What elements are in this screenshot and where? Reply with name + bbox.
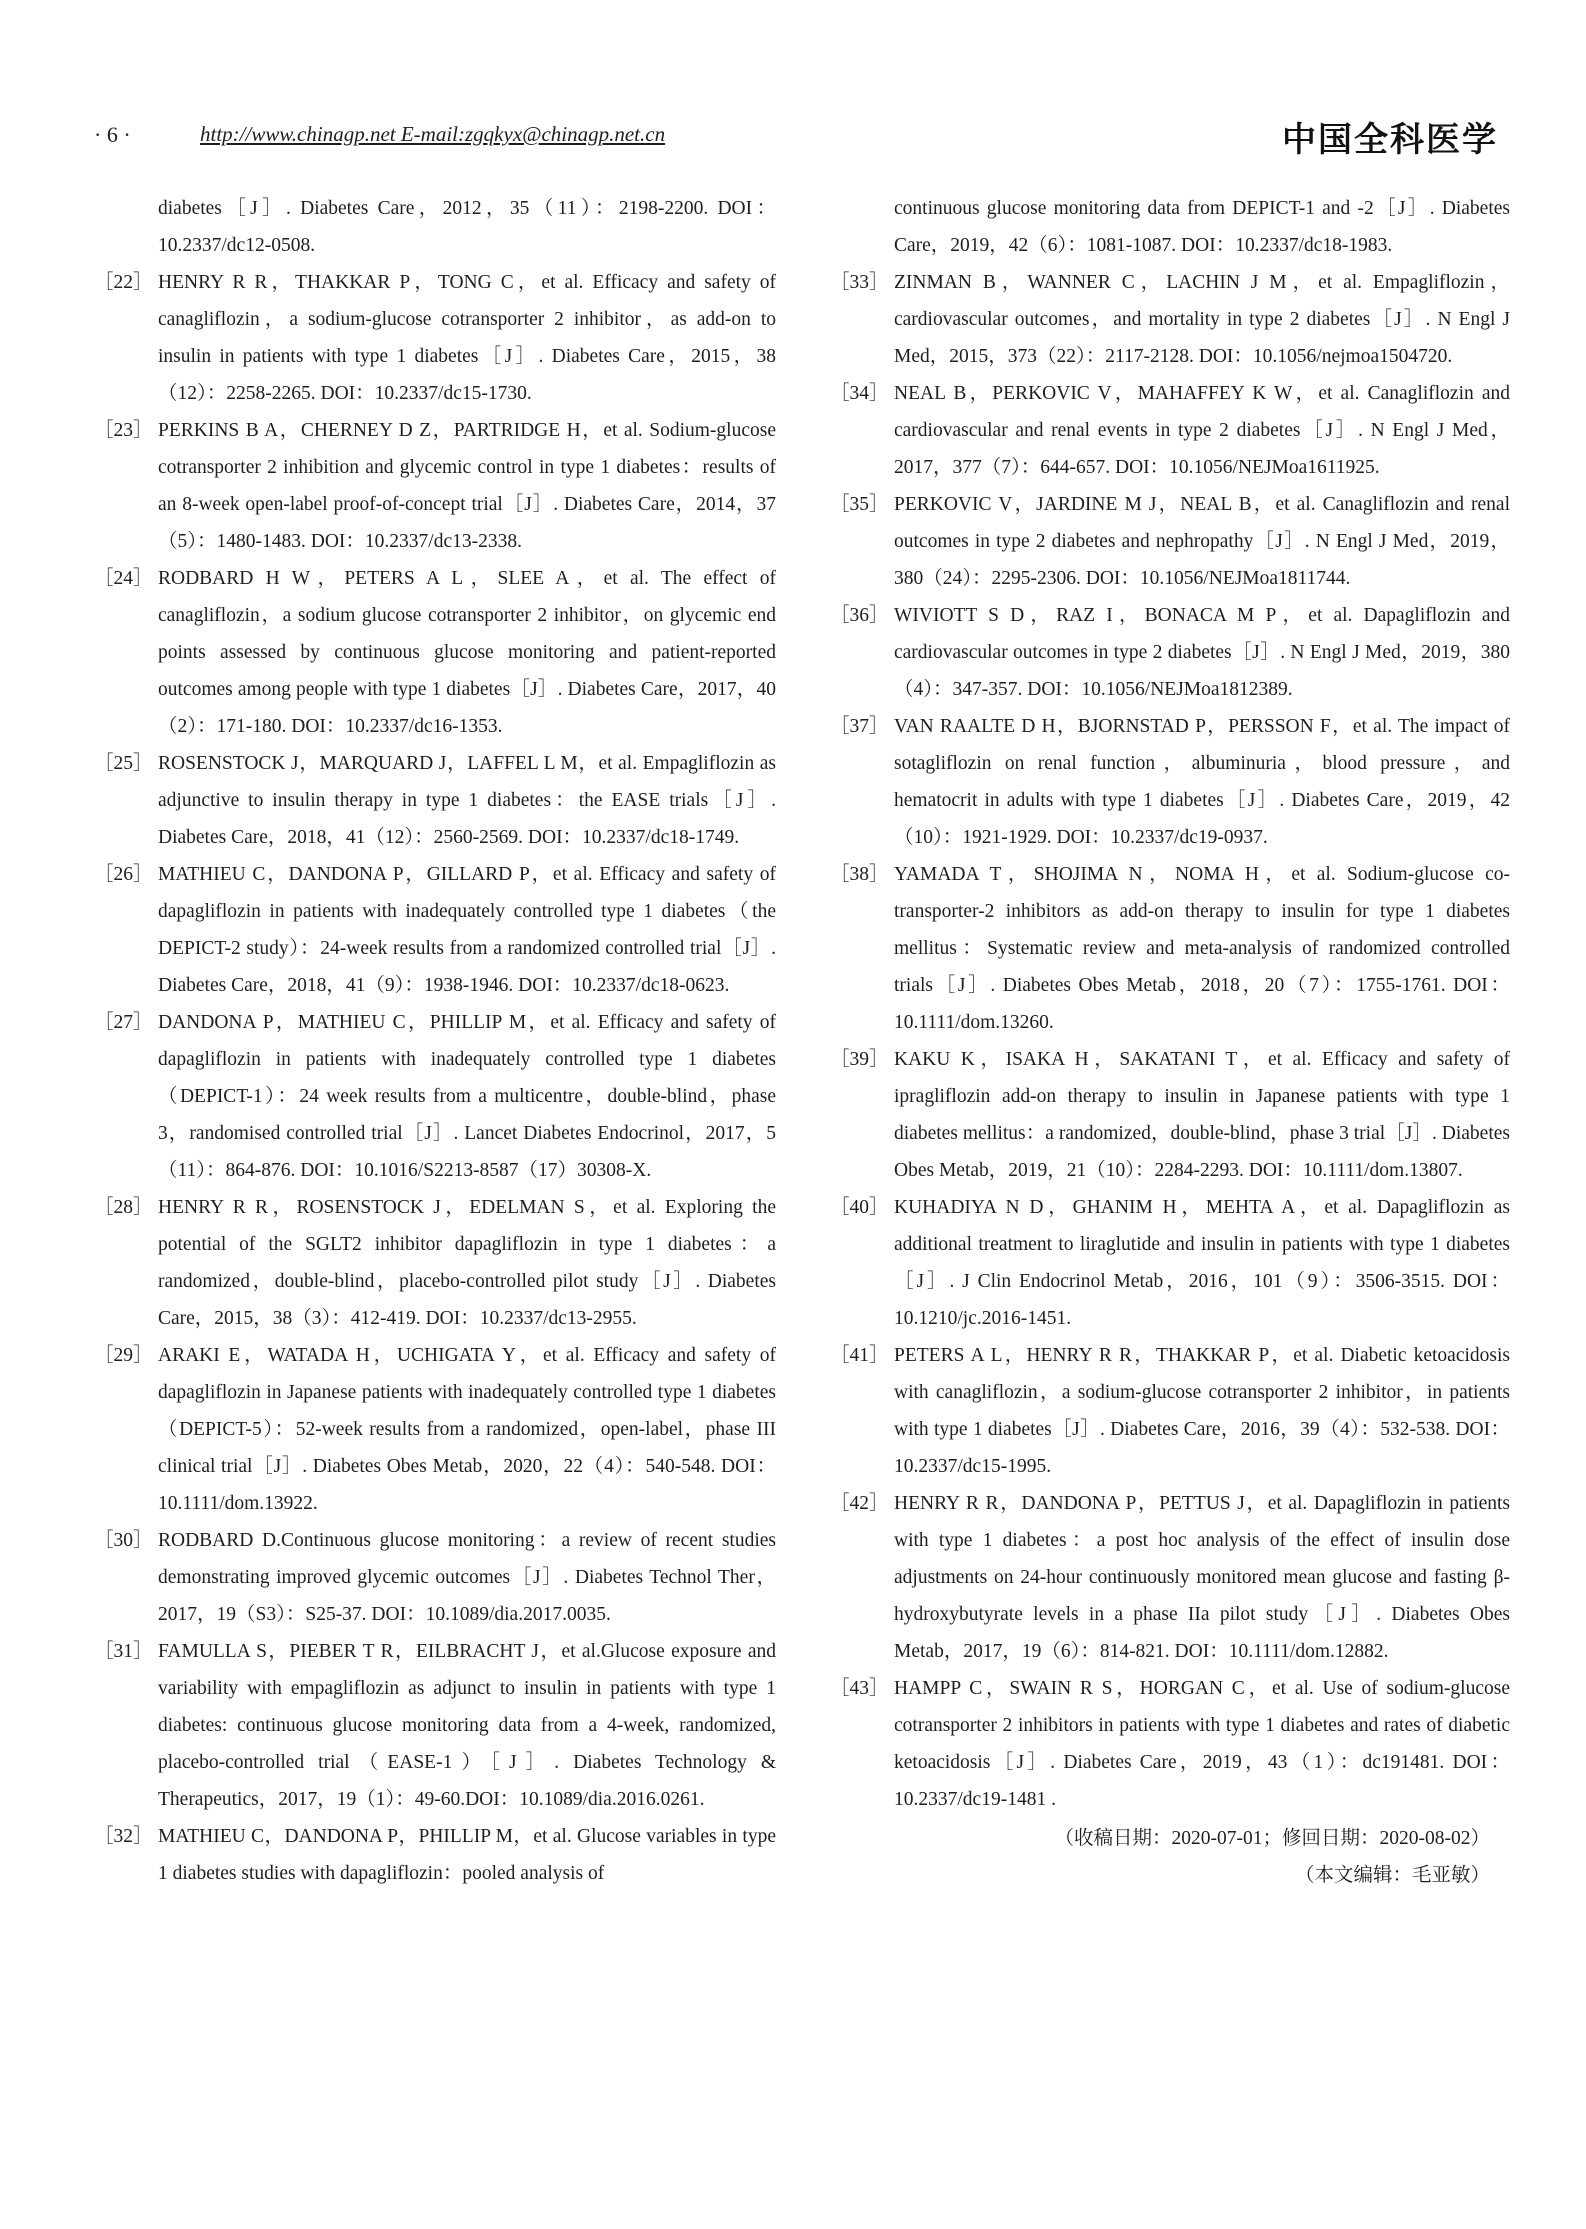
- reference-item: [94, 1337, 776, 1522]
- reference-number: ［31］: [94, 1641, 153, 1662]
- left-column: [94, 190, 776, 1892]
- reference-item: [94, 264, 776, 412]
- reference-text: YAMADA T，SHOJIMA N，NOMA H，et al. Sodium-glucose co-transporter-2 inhibitors as add-on therapy to insulin for type 1 diabetes mellitus：Systematic review and meta-analysis of randomized controlled trials［J］. Diabetes Obes Metab，2018，20（7）：1755-1761. DOI：10.1111/dom.13260.: [894, 864, 1510, 1033]
- reference-text: HAMPP C，SWAIN R S，HORGAN C，et al. Use of sodium-glucose cotransporter 2 inhibitors in patients with type 1 diabetes and rates of diabetic ketoacidosis［J］. Diabetes Care，2019，43（1）：dc191481. DOI：10.2337/dc19-1481 .: [894, 1678, 1510, 1810]
- reference-text: RODBARD H W，PETERS A L，SLEE A，et al. The effect of canagliflozin，a sodium glucose cotransporter 2 inhibitor，on glycemic end points assessed by continuous glucose monitoring and patient-reported outcomes among people with type 1 diabetes［J］. Diabetes Care，2017，40（2）：171-180. DOI：10.2337/dc16-1353.: [158, 568, 776, 737]
- reference-item: [94, 412, 776, 560]
- reference-number: ［25］: [94, 753, 153, 774]
- reference-number: ［23］: [94, 420, 153, 441]
- reference-item: [830, 1189, 1510, 1337]
- reference-item: [830, 708, 1510, 856]
- reference-number: ［28］: [94, 1197, 153, 1218]
- reference-item: [830, 1670, 1510, 1818]
- reference-number: ［35］: [830, 494, 889, 515]
- reference-item: [830, 486, 1510, 597]
- reference-text: KUHADIYA N D，GHANIM H，MEHTA A，et al. Dapagliflozin as additional treatment to liraglutide and insulin in patients with type 1 diabetes［J］. J Clin Endocrinol Metab，2016，101（9）：3506-3515. DOI：10.1210/jc.2016-1451.: [894, 1197, 1510, 1329]
- reference-number: ［43］: [830, 1678, 889, 1699]
- reference-text: MATHIEU C，DANDONA P，GILLARD P，et al. Efficacy and safety of dapagliflozin in patients with inadequately controlled type 1 diabetes（the DEPICT-2 study）：24-week results from a randomized controlled trial［J］. Diabetes Care，2018，41（9）：1938-1946. DOI：10.2337/dc18-0623.: [158, 864, 776, 996]
- reference-item: [94, 1522, 776, 1633]
- reference-text: VAN RAALTE D H，BJORNSTAD P，PERSSON F，et al. The impact of sotagliflozin on renal function，albuminuria，blood pressure，and hematocrit in adults with type 1 diabetes［J］. Diabetes Care，2019，42（10）：1921-1929. DOI：10.2337/dc19-0937.: [894, 716, 1510, 848]
- reference-number: ［33］: [830, 272, 889, 293]
- reference-text: FAMULLA S，PIEBER T R，EILBRACHT J，et al.Glucose exposure and variability with empagliflozin as adjunct to insulin in patients with type 1 diabetes: continuous glucose monitoring data from a 4-week, randomized, placebo-controlled trial（EASE-1）［J］. Diabetes Technology & Therapeutics，2017，19（1）：49-60.DOI：10.1089/dia.2016.0261.: [158, 1641, 776, 1810]
- reference-item: [94, 1189, 776, 1337]
- reference-number: ［27］: [94, 1012, 153, 1033]
- reference-item: [830, 375, 1510, 486]
- reference-text: HENRY R R，ROSENSTOCK J，EDELMAN S，et al. Exploring the potential of the SGLT2 inhibitor dapagliflozin in type 1 diabetes：a randomized，double-blind，placebo-controlled pilot study［J］. Diabetes Care，2015，38（3）：412-419. DOI：10.2337/dc13-2955.: [158, 1197, 776, 1329]
- reference-continuation: diabetes［J］. Diabetes Care，2012，35（11）：2198-2200. DOI：10.2337/dc12-0508.: [158, 198, 776, 256]
- reference-number: ［37］: [830, 716, 889, 737]
- reference-number: ［39］: [830, 1049, 889, 1070]
- reference-text: ARAKI E，WATADA H，UCHIGATA Y，et al. Efficacy and safety of dapagliflozin in Japanese patients with inadequately controlled type 1 diabetes（DEPICT-5）：52-week results from a randomized，open-label，phase III clinical trial［J］. Diabetes Obes Metab，2020，22（4）：540-548. DOI：10.1111/dom.13922.: [158, 1345, 776, 1514]
- reference-text: HENRY R R，THAKKAR P，TONG C，et al. Efficacy and safety of canagliflozin，a sodium-glucose cotransporter 2 inhibitor，as add-on to insulin in patients with type 1 diabetes［J］. Diabetes Care，2015，38（12）：2258-2265. DOI：10.2337/dc15-1730.: [158, 272, 776, 404]
- reference-item: [94, 1004, 776, 1189]
- reference-list: [94, 264, 776, 1892]
- page-number: · 6 ·: [94, 122, 131, 147]
- reference-item: [830, 264, 1510, 375]
- reference-item: [94, 856, 776, 1004]
- reference-text: WIVIOTT S D，RAZ I，BONACA M P，et al. Dapagliflozin and cardiovascular outcomes in type 2 diabetes［J］. N Engl J Med，2019，380（4）：347-357. DOI：10.1056/NEJMoa1812389.: [894, 605, 1510, 700]
- page-header: [88, 112, 1498, 162]
- reference-item: [830, 597, 1510, 708]
- reference-number: ［34］: [830, 383, 889, 404]
- reference-number: ［29］: [94, 1345, 153, 1366]
- reference-item: [94, 745, 776, 856]
- reference-item: [94, 1818, 776, 1892]
- reference-text: PERKINS B A，CHERNEY D Z，PARTRIDGE H，et al. Sodium-glucose cotransporter 2 inhibition and glycemic control in type 1 diabetes：results of an 8-week open-label proof-of-concept trial［J］. Diabetes Care，2014，37（5）：1480-1483. DOI：10.2337/dc13-2338.: [158, 420, 776, 552]
- reference-item: [830, 856, 1510, 1041]
- reference-number: ［22］: [94, 272, 153, 293]
- reference-item: [830, 1485, 1510, 1670]
- reference-text: DANDONA P，MATHIEU C，PHILLIP M，et al. Efficacy and safety of dapagliflozin in patients with inadequately controlled type 1 diabetes（DEPICT-1）：24 week results from a multicentre，double-blind，phase 3，randomised controlled trial［J］. Lancet Diabetes Endocrinol，2017，5（11）：864-876. DOI：10.1016/S2213-8587（17）30308-X.: [158, 1012, 776, 1181]
- reference-item: [830, 1041, 1510, 1189]
- reference-text: PETERS A L，HENRY R R，THAKKAR P，et al. Diabetic ketoacidosis with canagliflozin，a sodium-glucose cotransporter 2 inhibitor，in patients with type 1 diabetes［J］. Diabetes Care，2016，39（4）：532-538. DOI：10.2337/dc15-1995.: [894, 1345, 1510, 1477]
- reference-text: ROSENSTOCK J，MARQUARD J，LAFFEL L M，et al. Empagliflozin as adjunctive to insulin therapy in type 1 diabetes：the EASE trials［J］. Diabetes Care，2018，41（12）：2560-2569. DOI：10.2337/dc18-1749.: [158, 753, 776, 848]
- reference-continuation: continuous glucose monitoring data from DEPICT-1 and -2［J］. Diabetes Care，2019，42（6）：1081-1087. DOI：10.2337/dc18-1983.: [894, 198, 1510, 256]
- reference-list: [830, 264, 1510, 1818]
- reference-number: ［24］: [94, 568, 153, 589]
- reference-item: [830, 1337, 1510, 1485]
- reference-text: KAKU K，ISAKA H，SAKATANI T，et al. Efficacy and safety of ipragliflozin add-on therapy to insulin in Japanese patients with type 1 diabetes mellitus：a randomized，double-blind，phase 3 trial［J］. Diabetes Obes Metab，2019，21（10）：2284-2293. DOI：10.1111/dom.13807.: [894, 1049, 1510, 1181]
- journal-name: 中国全科医学: [1282, 120, 1498, 160]
- right-column: [830, 190, 1510, 1894]
- journal-website-email[interactable]: http://www.chinagp.net E-mail:zgqkyx@chinagp.net.cn: [200, 122, 666, 146]
- manuscript-dates: （收稿日期：2020-07-01；修回日期：2020-08-02）: [1054, 1828, 1490, 1849]
- reference-item: [94, 1633, 776, 1818]
- reference-number: ［40］: [830, 1197, 889, 1218]
- reference-text: MATHIEU C，DANDONA P，PHILLIP M，et al. Glucose variables in type 1 diabetes studies with dapagliflozin：pooled analysis of: [158, 1826, 776, 1884]
- reference-text: ZINMAN B，WANNER C，LACHIN J M，et al. Empagliflozin，cardiovascular outcomes，and mortality in type 2 diabetes［J］. N Engl J Med，2015，373（22）：2117-2128. DOI：10.1056/nejmoa1504720.: [894, 272, 1511, 367]
- editor-credit: （本文编辑：毛亚敏）: [1294, 1865, 1490, 1886]
- reference-text: HENRY R R，DANDONA P，PETTUS J，et al. Dapagliflozin in patients with type 1 diabetes：a post hoc analysis of the effect of insulin dose adjustments on 24-hour continuously monitored mean glucose and fasting β-hydroxybutyrate levels in a phase IIa pilot study［J］. Diabetes Obes Metab，2017，19（6）：814-821. DOI：10.1111/dom.12882.: [894, 1493, 1510, 1662]
- reference-number: ［38］: [830, 864, 889, 885]
- reference-text: RODBARD D.Continuous glucose monitoring：a review of recent studies demonstrating improved glycemic outcomes［J］. Diabetes Technol Ther，2017，19（S3）：S25-37. DOI：10.1089/dia.2017.0035.: [158, 1530, 776, 1625]
- reference-text: NEAL B，PERKOVIC V，MAHAFFEY K W，et al. Canagliflozin and cardiovascular and renal events in type 2 diabetes［J］. N Engl J Med，2017，377（7）：644-657. DOI：10.1056/NEJMoa1611925.: [894, 383, 1510, 478]
- reference-number: ［36］: [830, 605, 889, 626]
- reference-number: ［26］: [94, 864, 153, 885]
- reference-number: ［42］: [830, 1493, 889, 1514]
- reference-number: ［32］: [94, 1826, 153, 1847]
- reference-number: ［41］: [830, 1345, 889, 1366]
- reference-number: ［30］: [94, 1530, 153, 1551]
- reference-item: [94, 560, 776, 745]
- reference-text: PERKOVIC V，JARDINE M J，NEAL B，et al. Canagliflozin and renal outcomes in type 2 diabetes and nephropathy［J］. N Engl J Med，2019，380（24）：2295-2306. DOI：10.1056/NEJMoa1811744.: [894, 494, 1510, 589]
